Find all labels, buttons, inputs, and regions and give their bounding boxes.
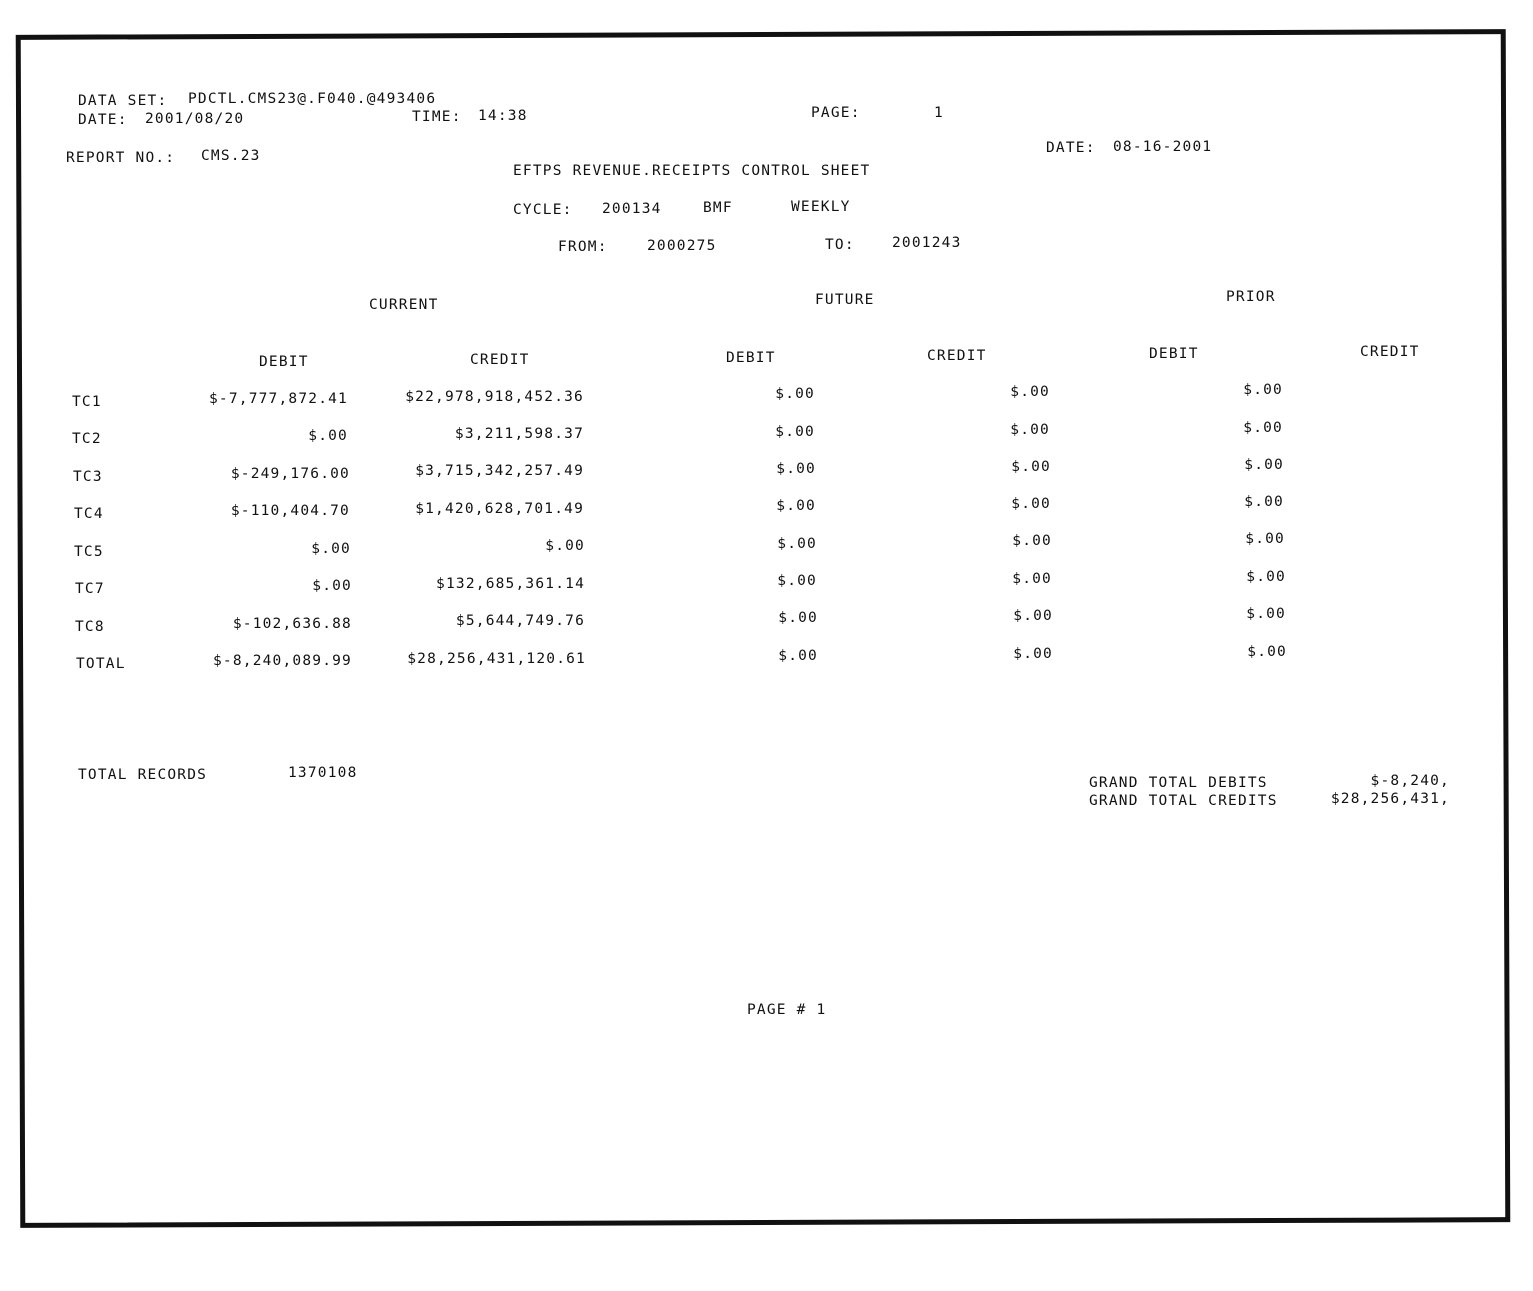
future-credit-cell: $.00	[1012, 533, 1052, 549]
col-prior-debit: DEBIT	[1149, 346, 1199, 362]
row-label: TC1	[72, 394, 102, 410]
future-debit-cell: $.00	[777, 536, 817, 552]
cycle-type: BMF	[703, 200, 733, 216]
current-debit-cell: $-249,176.00	[230, 466, 350, 482]
prior-debit-cell: $.00	[1246, 606, 1286, 622]
future-credit-cell: $.00	[1013, 608, 1053, 624]
time-value: 14:38	[478, 108, 528, 124]
grand-total-debits-value: $-8,240,	[1370, 773, 1450, 789]
row-label: TC8	[75, 619, 105, 635]
col-prior-credit: CREDIT	[1360, 344, 1420, 360]
future-credit-cell: $.00	[1010, 384, 1050, 400]
col-future-credit: CREDIT	[927, 348, 987, 364]
group-prior: PRIOR	[1226, 289, 1276, 305]
cycle-value: 200134	[602, 201, 662, 217]
future-credit-cell: $.00	[1012, 571, 1052, 587]
future-debit-cell: $.00	[778, 610, 818, 626]
total-future-debit: $.00	[778, 648, 818, 664]
to-value: 2001243	[892, 235, 962, 251]
row-label: TC2	[72, 431, 102, 447]
row-label: TC3	[73, 469, 103, 485]
cycle-label: CYCLE:	[513, 202, 573, 218]
col-current-debit: DEBIT	[259, 354, 309, 370]
total-records-value: 1370108	[288, 765, 358, 781]
page-number-footer: PAGE # 1	[747, 1002, 827, 1018]
current-debit-cell: $-110,404.70	[230, 503, 350, 519]
future-credit-cell: $.00	[1010, 422, 1050, 438]
current-credit-cell: $3,715,342,257.49	[415, 463, 584, 479]
grand-total-credits-label: GRAND TOTAL CREDITS	[1089, 793, 1278, 809]
report-no-label: REPORT NO.:	[66, 150, 176, 166]
current-credit-cell: $22,978,918,452.36	[405, 389, 584, 405]
date2-value: 08-16-2001	[1113, 139, 1213, 155]
col-future-debit: DEBIT	[726, 350, 776, 366]
prior-debit-cell: $.00	[1243, 420, 1283, 436]
page-label: PAGE:	[811, 105, 861, 121]
current-debit-cell: $.00	[312, 578, 352, 594]
prior-debit-cell: $.00	[1243, 382, 1283, 398]
date-value: 2001/08/20	[145, 111, 245, 127]
report-title: EFTPS REVENUE.RECEIPTS CONTROL SHEET	[513, 163, 871, 179]
prior-debit-cell: $.00	[1246, 569, 1286, 585]
total-prior-debit: $.00	[1247, 644, 1287, 660]
future-debit-cell: $.00	[776, 498, 816, 514]
future-debit-cell: $.00	[775, 386, 815, 402]
prior-debit-cell: $.00	[1244, 457, 1284, 473]
total-current-debit: $-8,240,089.99	[212, 653, 352, 669]
from-label: FROM:	[558, 239, 608, 255]
future-debit-cell: $.00	[775, 424, 815, 440]
total-future-credit: $.00	[1013, 646, 1053, 662]
row-label-total: TOTAL	[76, 656, 126, 672]
current-credit-cell: $5,644,749.76	[455, 613, 585, 629]
row-label: TC4	[74, 506, 104, 522]
data-set-label: DATA SET:	[78, 93, 168, 109]
grand-total-debits-label: GRAND TOTAL DEBITS	[1089, 775, 1268, 791]
total-records-label: TOTAL RECORDS	[78, 767, 208, 783]
current-debit-cell: $-7,777,872.41	[208, 391, 348, 407]
current-debit-cell: $.00	[311, 541, 351, 557]
data-set-value: PDCTL.CMS23@.F040.@493406	[188, 91, 437, 107]
future-credit-cell: $.00	[1011, 459, 1051, 475]
current-credit-cell: $.00	[545, 538, 585, 554]
total-current-credit: $28,256,431,120.61	[407, 651, 586, 667]
future-debit-cell: $.00	[777, 573, 817, 589]
report-no-value: CMS.23	[201, 148, 261, 164]
prior-debit-cell: $.00	[1244, 494, 1284, 510]
future-debit-cell: $.00	[776, 461, 816, 477]
current-credit-cell: $1,420,628,701.49	[415, 501, 584, 517]
current-credit-cell: $3,211,598.37	[454, 426, 584, 442]
current-debit-cell: $.00	[308, 428, 348, 444]
col-current-credit: CREDIT	[470, 352, 530, 368]
date2-label: DATE:	[1046, 140, 1096, 156]
from-value: 2000275	[647, 238, 717, 254]
prior-debit-cell: $.00	[1245, 531, 1285, 547]
grand-total-credits-value: $28,256,431,	[1330, 791, 1450, 807]
date-label: DATE:	[78, 112, 128, 128]
current-debit-cell: $-102,636.88	[232, 616, 352, 632]
group-current: CURRENT	[369, 297, 439, 313]
group-future: FUTURE	[815, 292, 875, 308]
row-label: TC7	[75, 581, 105, 597]
current-credit-cell: $132,685,361.14	[436, 576, 585, 592]
cycle-frequency: WEEKLY	[791, 199, 851, 215]
to-label: TO:	[825, 237, 855, 253]
page-value: 1	[934, 105, 944, 121]
future-credit-cell: $.00	[1011, 496, 1051, 512]
time-label: TIME:	[412, 109, 462, 125]
row-label: TC5	[74, 544, 104, 560]
